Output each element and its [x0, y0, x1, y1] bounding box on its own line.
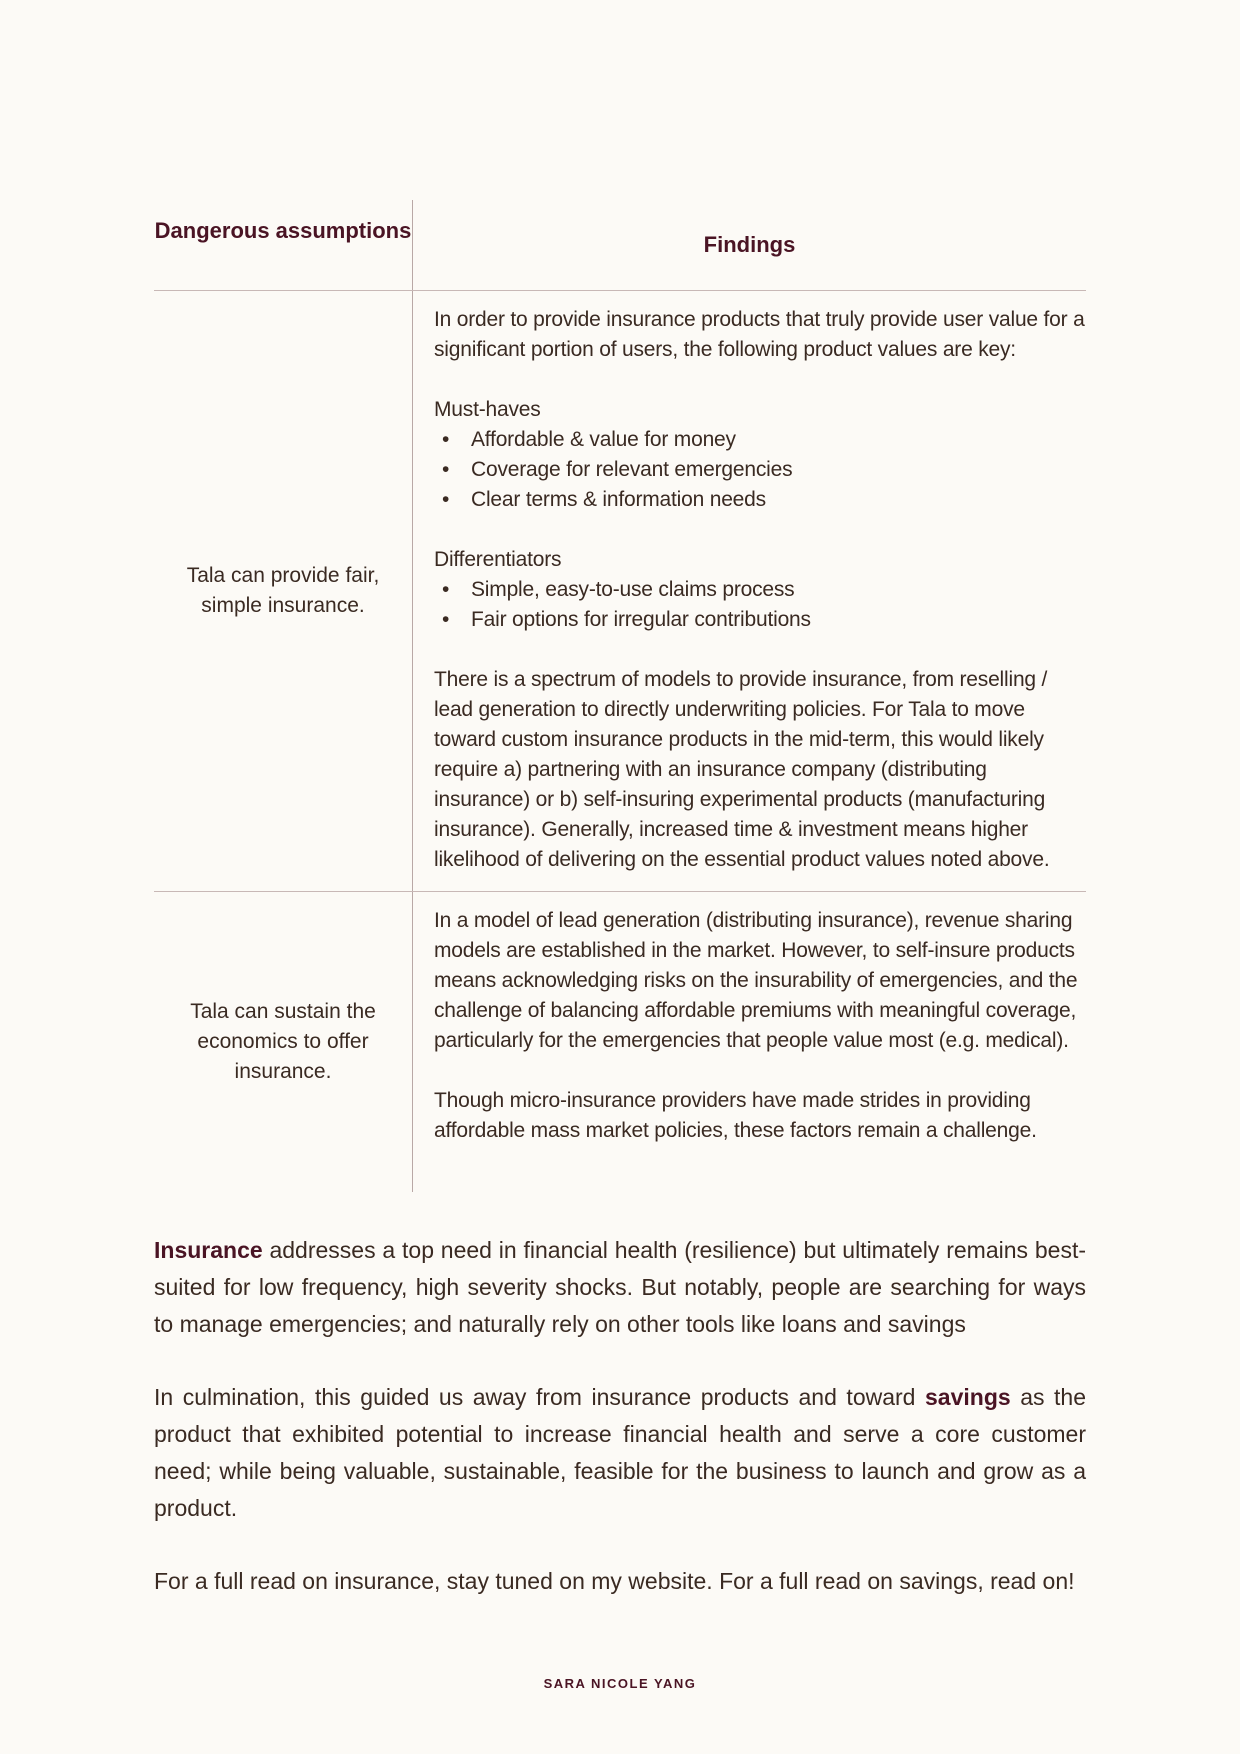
list-item: • Simple, easy-to-use claims process — [434, 575, 1086, 605]
findings-intro: In order to provide insurance products that truly provide user value for a significant portion of users, the following product values are key: — [434, 308, 1085, 361]
must-haves-list — [434, 425, 1086, 515]
header-dangerous-assumptions: Dangerous assumptions — [154, 218, 412, 243]
differentiators-list — [434, 575, 1086, 635]
list-item: • Clear terms & information needs — [434, 485, 1086, 515]
summary-paragraph: Insurance addresses a top need in financial health (resilience) but ultimately remains best-suited for low frequency, high severity shocks. But notably, people are searching for ways to manage emergencies; and naturally rely on other tools like loans and savings — [154, 1237, 1086, 1337]
list-item: • Affordable & value for money — [434, 425, 1086, 455]
summary-paragraph: In culmination, this guided us away from insurance products and toward savings as the product that exhibited potential to increase financial health and serve a core customer need; while being valuable, sustainable, feasible for the business to launch and grow as a product. — [154, 1384, 1086, 1521]
differentiators-title: Differentiators — [434, 548, 562, 571]
findings-closing: There is a spectrum of models to provide insurance, from reselling / lead generation to directly underwriting policies. For Tala to move toward custom insurance products in the mid-term, this would likely require a) partnering with an insurance company (distributing insurance) or b) self-insuring experimental products (manufacturing insurance). Generally, increased time & investment means higher likelihood of delivering on the essential product values noted above. — [434, 668, 1050, 871]
table-row — [154, 892, 1086, 1192]
assumption-text: Tala can provide fair, simple insurance. — [186, 564, 380, 617]
author-footer: SARA NICOLE YANG — [543, 1676, 697, 1691]
summary-text — [154, 1232, 1086, 1636]
table-row — [154, 291, 1086, 892]
findings-paragraph: Though micro-insurance providers have made strides in providing affordable mass market policies, these factors remain a challenge. — [434, 1089, 1037, 1142]
savings-keyword: savings — [925, 1384, 1011, 1410]
assumption-cell — [154, 892, 412, 1192]
must-haves-title: Must-haves — [434, 398, 541, 421]
findings-cell — [434, 892, 1086, 1158]
findings-cell — [434, 291, 1086, 887]
summary-paragraph: For a full read on insurance, stay tuned on my website. For a full read on savings, read on! — [154, 1568, 1075, 1594]
findings-paragraph: In a model of lead generation (distributing insurance), revenue sharing models are established in the market. However, to self-insure products means acknowledging risks on the insurability of emergencies, and the challenge of balancing affordable premiums with meaningful coverage, particularly for the emergencies that people value most (e.g. medical). — [434, 909, 1078, 1052]
assumption-cell — [154, 291, 412, 891]
table-header — [154, 200, 1086, 291]
header-findings: Findings — [703, 232, 796, 257]
insurance-keyword: Insurance — [154, 1237, 263, 1263]
list-item: • Coverage for relevant emergencies — [434, 455, 1086, 485]
assumptions-table — [154, 200, 1086, 1192]
assumption-text: Tala can sustain the economics to offer insurance. — [190, 1000, 376, 1083]
list-item: • Fair options for irregular contributions — [434, 605, 1086, 635]
